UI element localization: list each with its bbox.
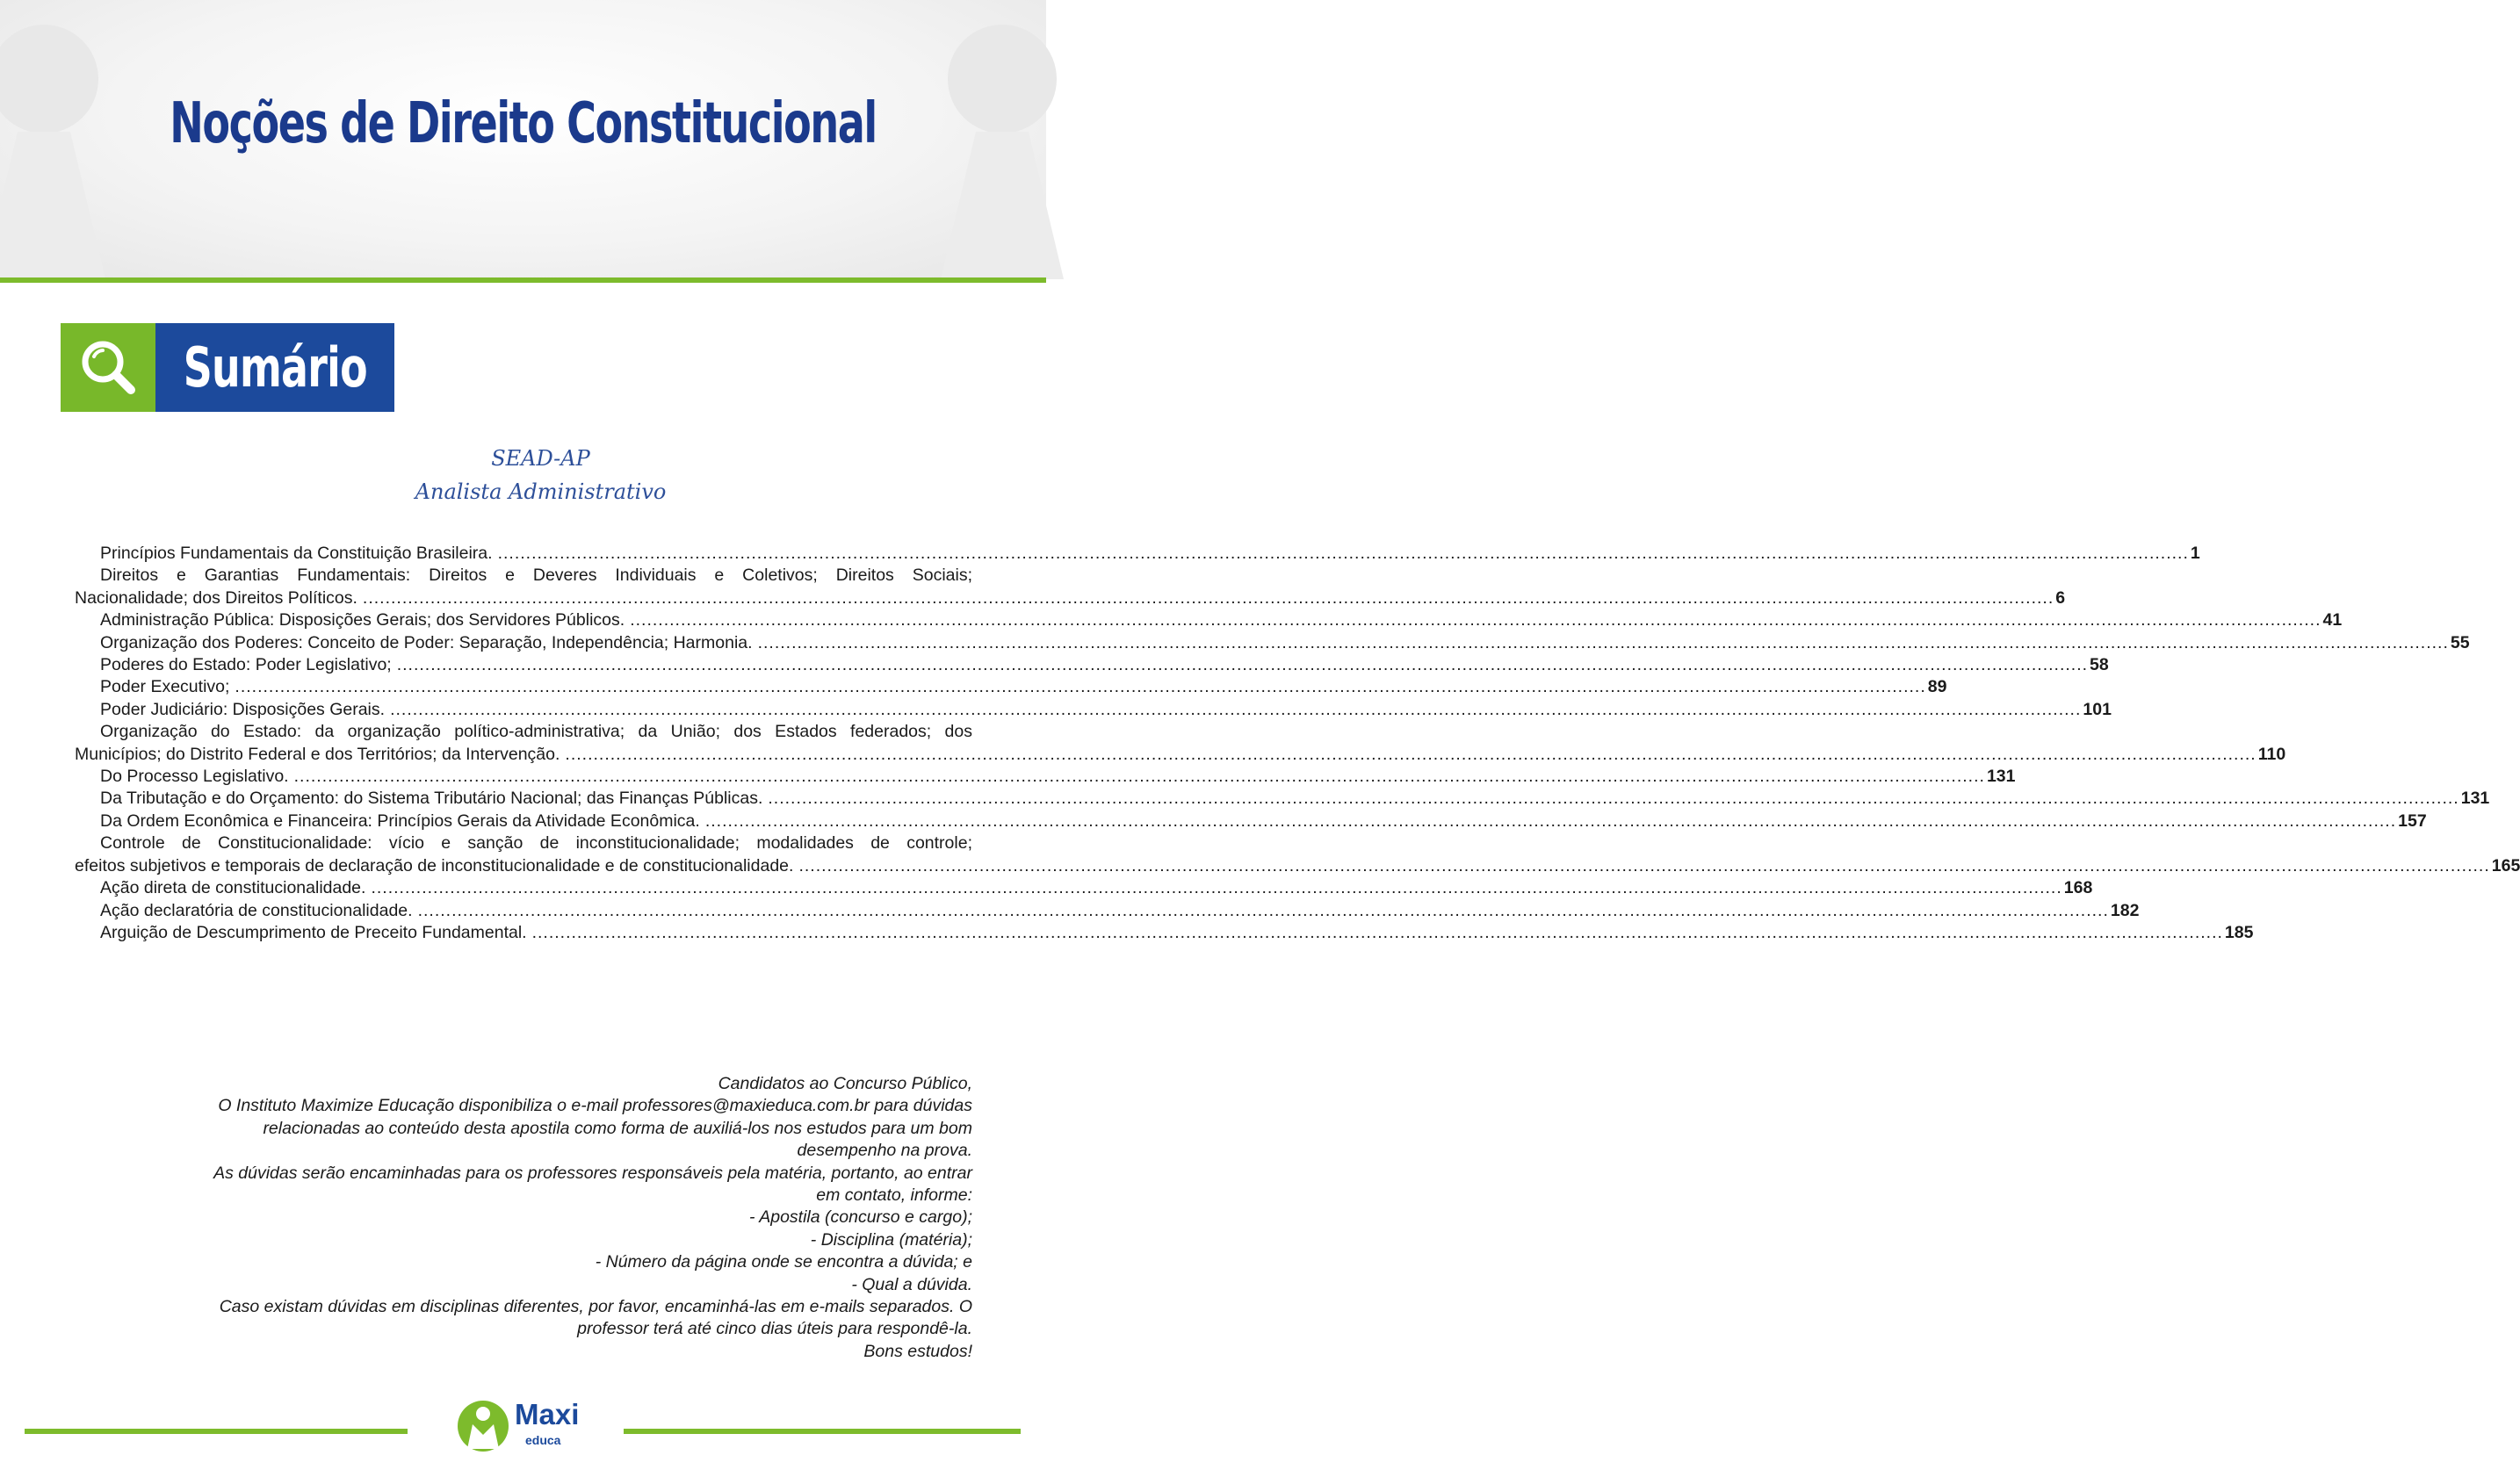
toc-entry[interactable] xyxy=(75,699,2112,721)
footer-divider-right xyxy=(624,1429,1021,1434)
toc-leader-dots: ............................................................................................................................................................................................................................................................................................................ xyxy=(293,767,1985,787)
toc-entry-title: Ação declaratória de constitucionalidade. xyxy=(100,900,413,920)
toc-leader-dots: ............................................................................................................................................................................................................................................................................................................ xyxy=(630,610,2321,630)
toc-leader-dots: ............................................................................................................................................................................................................................................................................................................ xyxy=(362,587,2054,608)
watermark-figure-right xyxy=(906,0,1081,279)
toc-entry-lead: Organização do Estado: da organização político-administrativa; da União; dos Estados federados; dos xyxy=(100,722,972,742)
toc-entry[interactable] xyxy=(75,654,2109,676)
notice-line: - Qual a dúvida. xyxy=(851,1274,972,1294)
toc-entry-title: Da Tributação e do Orçamento: do Sistema Tributário Nacional; das Finanças Públicas. xyxy=(100,789,763,809)
toc-entry-title: Poderes do Estado: Poder Legislativo; xyxy=(100,655,392,675)
notice-line: Caso existam dúvidas em disciplinas diferentes, por favor, encaminhá-las em e-mails separados. O xyxy=(219,1297,972,1317)
toc-entry-title: Administração Pública: Disposições Gerais; dos Servidores Públicos. xyxy=(100,610,625,630)
toc-leader-dots: ............................................................................................................................................................................................................................................................................................................ xyxy=(798,855,2490,875)
toc-entry[interactable] xyxy=(75,543,2200,565)
header-divider xyxy=(0,277,1046,283)
toc-page-number: 101 xyxy=(2083,699,2112,719)
toc-entry-title: Do Processo Legislativo. xyxy=(100,767,289,787)
toc-leader-dots: ............................................................................................................................................................................................................................................................................................................ xyxy=(497,544,2189,563)
toc-entry-title: Princípios Fundamentais da Constituição Brasileira. xyxy=(100,544,493,563)
footer-divider-left xyxy=(25,1429,408,1434)
toc-leader-dots: ............................................................................................................................................................................................................................................................................................................ xyxy=(235,677,1926,697)
notice-line: Bons estudos! xyxy=(863,1341,972,1361)
toc-page-number: 182 xyxy=(2110,900,2140,920)
notice-line: - Disciplina (matéria); xyxy=(810,1229,972,1250)
toc-leader-dots: ............................................................................................................................................................................................................................................................................................................ xyxy=(565,744,2256,764)
toc-entry[interactable] xyxy=(75,900,2140,922)
toc-entry[interactable] xyxy=(75,766,2016,788)
toc-leader-dots: ............................................................................................................................................................................................................................................................................................................ xyxy=(768,789,2459,809)
page-header xyxy=(0,0,1046,279)
toc-entry-title: Arguição de Descumprimento de Preceito Fundamental. xyxy=(100,922,527,942)
notice-line: Candidatos ao Concurso Público, xyxy=(718,1074,972,1093)
toc-page-number: 157 xyxy=(2398,811,2427,831)
toc-leader-dots: ............................................................................................................................................................................................................................................................................................................ xyxy=(396,655,2089,675)
toc-page-number: 131 xyxy=(1986,767,2016,787)
notice-line: As dúvidas serão encaminhadas para os professores responsáveis pela matéria, portanto, ao entrar xyxy=(213,1163,972,1183)
toc-entry-title: Municípios; do Distrito Federal e dos Territórios; da Intervenção. xyxy=(75,744,560,764)
toc-page-number: 110 xyxy=(2257,744,2286,764)
toc-entry[interactable] xyxy=(75,832,2520,877)
toc-page-number: 6 xyxy=(2055,587,2066,608)
logo-subtext: educa xyxy=(525,1433,561,1447)
sumario-banner xyxy=(61,323,394,412)
toc-entry-title: Poder Executivo; xyxy=(100,677,230,697)
toc-entry[interactable] xyxy=(75,877,2093,899)
notice-line: em contato, informe: xyxy=(816,1185,972,1206)
toc-entry[interactable] xyxy=(75,922,2254,944)
toc-page-number: 165 xyxy=(2491,855,2520,875)
toc-page-number: 131 xyxy=(2460,789,2490,809)
toc-entry-title: Nacionalidade; dos Direitos Políticos. xyxy=(75,587,357,608)
toc-entry-title: Organização dos Poderes: Conceito de Poder: Separação, Independência; Harmonia. xyxy=(100,632,753,652)
notice-line: - Apostila (concurso e cargo); xyxy=(749,1207,972,1228)
candidate-notice xyxy=(94,1073,972,1363)
magnifier-icon xyxy=(61,323,155,412)
toc-page-number: 58 xyxy=(2090,655,2109,675)
toc-leader-dots: ............................................................................................................................................................................................................................................................................................................ xyxy=(390,699,2082,719)
sumario-label-box xyxy=(155,323,394,412)
toc-page-number: 168 xyxy=(2063,878,2093,898)
toc-entry-lead: Direitos e Garantias Fundamentais: Direitos e Deveres Individuais e Coletivos; Direitos Sociais; xyxy=(100,566,972,586)
table-of-contents xyxy=(75,543,2520,944)
watermark-figure-left xyxy=(0,0,141,279)
toc-entry[interactable] xyxy=(75,721,2286,766)
toc-leader-dots: ............................................................................................................................................................................................................................................................................................................ xyxy=(417,900,2109,920)
toc-entry-title: efeitos subjetivos e temporais de declaração de inconstitucionalidade e de constitucionalidade. xyxy=(75,855,794,875)
toc-entry-title: Poder Judiciário: Disposições Gerais. xyxy=(100,699,386,719)
document-title: Noções de Direito Constitucional xyxy=(170,91,877,156)
toc-page-number: 41 xyxy=(2322,610,2343,630)
toc-page-number: 1 xyxy=(2190,544,2200,563)
toc-entry-title: Ação direta de constitucionalidade. xyxy=(100,878,366,898)
toc-leader-dots: ............................................................................................................................................................................................................................................................................................................ xyxy=(704,811,2397,831)
toc-leader-dots: ............................................................................................................................................................................................................................................................................................................ xyxy=(371,878,2062,898)
exam-name: SEAD-AP xyxy=(491,446,590,471)
notice-line: relacionadas ao conteúdo desta apostila como forma de auxiliá-los nos estudos para um bom xyxy=(263,1118,972,1138)
toc-entry-lead: Controle de Constitucionalidade: vício e sanção de inconstitucionalidade; modalidades de controle; xyxy=(100,833,972,854)
notice-line: professor terá até cinco dias úteis para respondê-la. xyxy=(577,1319,972,1339)
maxi-logo-icon xyxy=(457,1396,511,1454)
notice-line: O Instituto Maximize Educação disponibiliza o e-mail professores@maxieduca.com.br para dúvidas xyxy=(218,1096,972,1116)
toc-entry[interactable] xyxy=(75,565,2066,609)
toc-entry[interactable] xyxy=(75,632,2470,654)
notice-line: desempenho na prova. xyxy=(797,1141,972,1161)
notice-line: - Número da página onde se encontra a dúvida; e xyxy=(595,1252,972,1272)
toc-leader-dots: ............................................................................................................................................................................................................................................................................................................ xyxy=(531,922,2223,942)
toc-leader-dots: ............................................................................................................................................................................................................................................................................................................ xyxy=(757,632,2449,652)
toc-entry-title: Da Ordem Econômica e Financeira: Princípios Gerais da Atividade Econômica. xyxy=(100,811,700,831)
logo-wordmark: Maxi xyxy=(515,1398,580,1430)
toc-entry[interactable] xyxy=(75,788,2490,810)
toc-entry[interactable] xyxy=(75,609,2343,631)
toc-entry[interactable] xyxy=(75,676,1947,698)
sumario-heading: Sumário xyxy=(183,335,367,400)
maxi-educa-logo xyxy=(457,1396,588,1454)
toc-entry[interactable] xyxy=(75,811,2427,832)
job-title: Analista Administrativo xyxy=(415,479,667,504)
toc-page-number: 89 xyxy=(1927,677,1947,697)
toc-page-number: 55 xyxy=(2450,632,2470,652)
toc-page-number: 185 xyxy=(2224,922,2254,942)
